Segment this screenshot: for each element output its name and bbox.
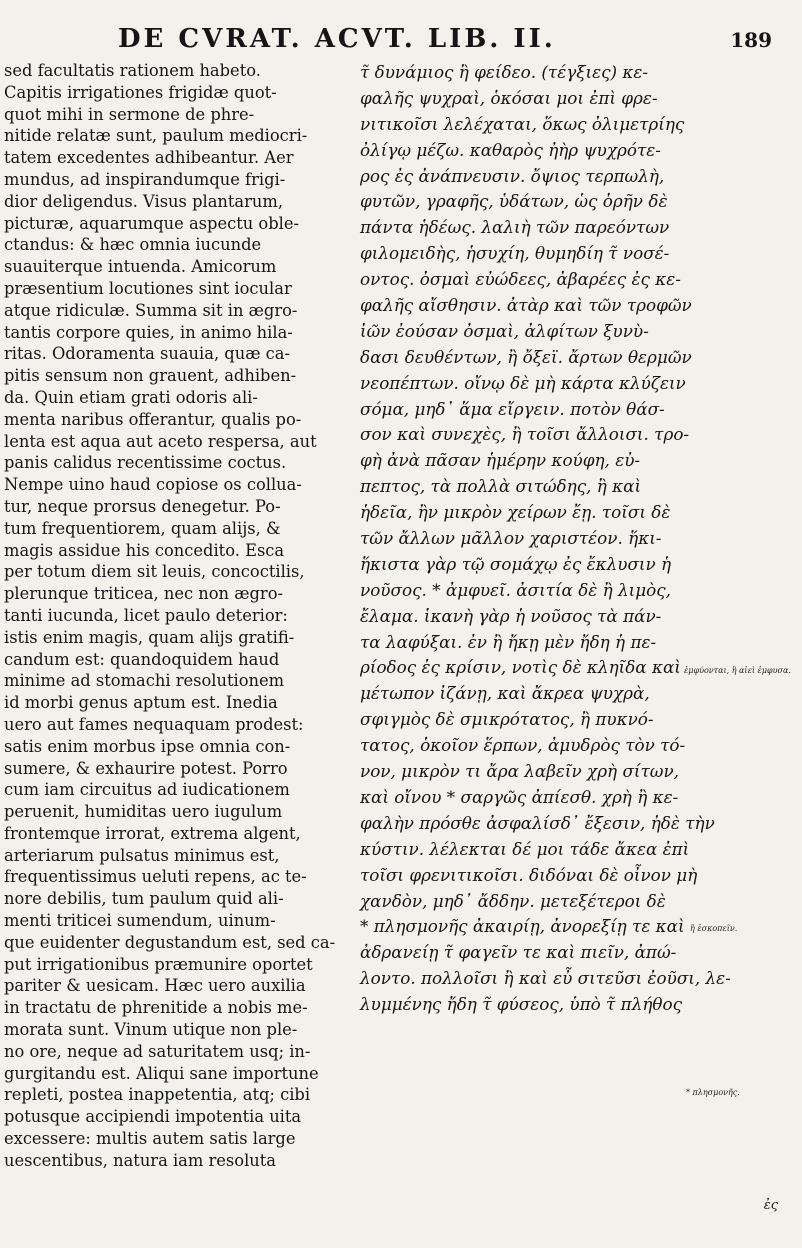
margin-note: ἢ ἐσκοπεῖν.	[690, 924, 738, 933]
greek-text-line: καὶ οἴνου * σαργῶς ἀπίεσθ. χρὴ ἢ κε-	[360, 786, 679, 807]
latin-text-line: tantis corpore quies, in animo hila-	[4, 322, 293, 342]
latin-text-line: sumere, & exhaurire potest. Porro	[4, 758, 288, 778]
latin-text-line: picturæ, aquarumque aspectu oble-	[4, 213, 299, 233]
latin-text-line: istis enim magis, quam alijs gratifi-	[4, 627, 295, 647]
greek-text-line: νον, μικρὸν τι ἄρα λαβεῖν χρὴ σίτων,	[360, 761, 679, 782]
greek-text-line: λοντο. πολλοῖσι ἢ καὶ εὖ σιτεῦσι ἐοῦσι, λε-	[360, 968, 731, 989]
latin-text-line: pariter & uesicam. Hæc uero auxilia	[4, 976, 306, 996]
latin-text-line: in tractatu de phrenitide a nobis me-	[4, 998, 308, 1018]
greek-text-line: οντος. ὀσμαὶ εὐώδεες, ἀβαρέες ἐς κε-	[360, 269, 681, 290]
latin-text-line: ritas. Odoramenta suauia, quæ ca-	[4, 344, 291, 364]
latin-text-line: quot mihi in sermone de phre-	[4, 104, 255, 124]
latin-text-line: ctandus: & hæc omnia iucunde	[4, 235, 262, 255]
latin-text-line: frontemque irrorat, extrema algent,	[4, 823, 301, 843]
greek-text-line: τ̃ δυνάμιος ἢ φείδεο. (τέγξιες) κε-	[360, 62, 649, 82]
latin-text-line: atque ridiculæ. Summa sit in ægro-	[4, 300, 298, 320]
latin-text-line: Nempe uino haud copiose os collua-	[4, 475, 302, 495]
latin-text-line: lenta est aqua aut aceto respersa, aut	[4, 431, 317, 451]
latin-text-line: uescentibus, natura iam resoluta	[4, 1150, 277, 1170]
greek-text-line: ἔλαμα. ἱκανὴ γὰρ ἡ νοῦσος τὰ πάν-	[360, 605, 662, 626]
greek-text-line: ἰῶν ἐούσαν ὀσμαὶ, ἀλφίτων ξυνὺ-	[360, 320, 649, 341]
greek-text-line: ρίοδος ἐς κρίσιν, νοτὶς δὲ κληῖδα καὶ	[360, 657, 681, 678]
greek-text-line: σον καὶ συνεχὲς, ἢ τοῖσι ἄλλοισι. τρο-	[360, 424, 690, 445]
greek-text-line: φαλὴν πρόσθε ἀσφαλίσδ᾽ ἔξεσιν, ἠδὲ τὴν	[360, 812, 715, 833]
latin-text-line: suauiterque intuenda. Amicorum	[4, 257, 277, 277]
latin-text-line: que euidenter degustandum est, sed ca-	[4, 932, 336, 952]
greek-text-line: τα λαφύξαι. ἐν ἢ ἤκῃ μὲν ἤδη ἡ πε-	[360, 631, 657, 652]
latin-text-line: menti triticei sumendum, uinum-	[4, 911, 276, 931]
latin-text-line: magis assidue his concedito. Esca	[4, 540, 285, 560]
latin-text-line: sed facultatis rationem habeto.	[4, 61, 261, 80]
latin-text-line: nitide relatæ sunt, paulum mediocri-	[4, 126, 308, 146]
latin-text-line: dior deligendus. Visus plantarum,	[4, 191, 284, 211]
catchword: ἐς	[763, 1198, 778, 1213]
greek-text-line: φὴ ἀνὰ πᾶσαν ἡμέρην κούφη, εὐ-	[360, 450, 641, 471]
greek-text-line: ἡδεῖα, ἢν μικρὸν χείρων ἔῃ. τοῖσι δὲ	[360, 502, 671, 523]
greek-text-line: φαλῆς ψυχραὶ, ὁκόσαι μοι ἐπὶ φρε-	[360, 87, 658, 108]
greek-text-line: πεπτος, τὰ πολλὰ σιτώδης, ἢ καὶ	[360, 476, 642, 497]
latin-text-line: no ore, neque ad saturitatem usq; in-	[4, 1041, 311, 1061]
greek-text-line: νοῦσος. * ἀμφυεῖ. ἀσιτία δὲ ἢ λιμὸς,	[360, 579, 671, 600]
latin-text-line: tur, neque prorsus denegetur. Po-	[4, 496, 281, 516]
latin-text-line: potusque accipiendi impotentia uita	[4, 1107, 302, 1127]
latin-text-line: arteriarum pulsatus minimus est,	[4, 845, 280, 865]
latin-text-line: præsentium locutiones sint iocular	[4, 278, 292, 298]
latin-text-line: panis calidus recentissime coctus.	[4, 453, 287, 473]
latin-text-line: da. Quin etiam grati odoris ali-	[4, 387, 258, 407]
running-title: DE CVRAT. ACVT. LIB. II.	[118, 24, 556, 54]
latin-text-line: Capitis irrigationes frigidæ quot-	[4, 82, 277, 102]
greek-text-line: φιλομειδὴς, ἡσυχίη, θυμηδίη τ̃ νοσέ-	[360, 243, 670, 264]
latin-text-line: pitis sensum non grauent, adhiben-	[4, 366, 297, 386]
margin-note: ἐμφύονται, ἢ αἰεὶ ἐμφυσα.	[684, 666, 791, 675]
greek-text-line: λυμμένης ἤδη τ̃ φύσεος, ὑπὸ τ̃ πλήθος	[360, 994, 682, 1015]
latin-text-line: plerunque triticea, nec non ægro-	[4, 584, 284, 604]
greek-text-line: * πλησμονῆς ἀκαιρίῃ, ἀνορεξίῃ τε καὶ	[360, 916, 685, 937]
greek-text-line: νεοπέπτων. οἴνῳ δὲ μὴ κάρτα κλύζειν	[360, 372, 686, 393]
greek-text-line: νιτικοῖσι λελέχαται, ὅκως ὀλιμετρίης	[360, 113, 685, 134]
latin-text-line: peruenit, humiditas uero iugulum	[4, 802, 283, 822]
greek-text-line: μέτωπον ἰζάνῃ, καὶ ἄκρεα ψυχρὰ,	[360, 683, 650, 704]
greek-text-line: σόμα, μηδ᾽ ἅμα εἴργειν. ποτὸν θάσ-	[360, 398, 665, 419]
greek-text-line: πάντα ἡδέως. λαλιὴ τῶν παρεόντων	[360, 217, 670, 238]
margin-notes	[682, 0, 800, 1248]
latin-text-line: mundus, ad inspirandumque frigi-	[4, 169, 286, 189]
latin-text-line: menta naribus offerantur, qualis po-	[4, 409, 302, 429]
latin-text-line: repleti, postea inappetentia, atq; cibi	[4, 1085, 311, 1105]
latin-text-line: tum frequentiorem, quam alijs, &	[4, 518, 281, 538]
latin-text-line: frequentissimus ueluti repens, ac te-	[4, 867, 307, 887]
greek-text-line: τατος, ὁκοῖον ἕρπων, ἀμυδρὸς τὸν τό-	[360, 735, 686, 756]
latin-text-line: satis enim morbus ipse omnia con-	[4, 736, 291, 756]
latin-text-line: tatem excedentes adhibeantur. Aer	[4, 148, 294, 168]
latin-text-line: put irrigationibus præmunire oportet	[4, 954, 313, 974]
greek-text-line: ὀλίγῳ μέζω. καθαρὸς ἠὴρ ψυχρότε-	[360, 139, 661, 160]
latin-text-line: excessere: multis autem satis large	[4, 1129, 296, 1149]
latin-text-line: morata sunt. Vinum utique non ple-	[4, 1020, 298, 1040]
latin-column	[4, 60, 344, 1172]
greek-text-line: σφιγμὸς δὲ σμικρότατος, ἢ πυκνό-	[360, 709, 654, 730]
latin-text-line: uero aut fames nequaquam prodest:	[4, 714, 304, 734]
greek-text-line: κύστιν. λέλεκται δέ μοι τάδε ἄκεα ἐπὶ	[360, 838, 690, 859]
latin-text-line: nore debilis, tum paulum quid ali-	[4, 889, 284, 909]
latin-text-line: gurgitandu est. Aliqui sane importune	[4, 1063, 319, 1083]
greek-text-line: χανδὸν, μηδ᾽ ἄδδην. μετεξέτεροι δὲ	[360, 890, 666, 911]
margin-note: * πλησμονῆς.	[686, 1088, 740, 1097]
latin-text-line: minime ad stomachi resolutionem	[4, 671, 285, 691]
latin-text-line: id morbi genus aptum est. Inedia	[4, 693, 278, 713]
latin-text-line: tanti iucunda, licet paulo deterior:	[4, 605, 288, 625]
greek-text-line: φαλῆς αἴσθησιν. ἀτὰρ καὶ τῶν τροφῶν	[360, 295, 692, 316]
latin-text-line: per totum diem sit leuis, concoctilis,	[4, 562, 305, 582]
greek-text-line: τοῖσι φρενιτικοῖσι. διδόναι δὲ οἶνον μὴ	[360, 864, 698, 885]
latin-text-line: cum iam circuitus ad iudicationem	[4, 780, 290, 800]
greek-text-line: τῶν ἄλλων μᾶλλον χαριστέον. ἥκι-	[360, 528, 662, 549]
greek-text-line: ρος ἐς ἀνάπνευσιν. ὄψιος τερπωλὴ,	[360, 165, 665, 186]
greek-text-line: φυτῶν, γραφῆς, ὑδάτων, ὡς ὁρῆν δὲ	[360, 191, 668, 212]
greek-text-line: ἥκιστα γὰρ τῷ σομάχῳ ἐς ἔκλυσιν ἡ	[360, 553, 672, 574]
latin-text-line: candum est: quandoquidem haud	[4, 649, 280, 669]
greek-text-line: δασι δευθέντων, ἢ ὄξεϊ. ἄρτων θερμῶν	[360, 346, 692, 367]
page-number: 189	[730, 28, 772, 52]
greek-text-line: ἀδρανείῃ τ̃ φαγεῖν τε καὶ πιεῖν, ἀπώ-	[360, 942, 677, 963]
